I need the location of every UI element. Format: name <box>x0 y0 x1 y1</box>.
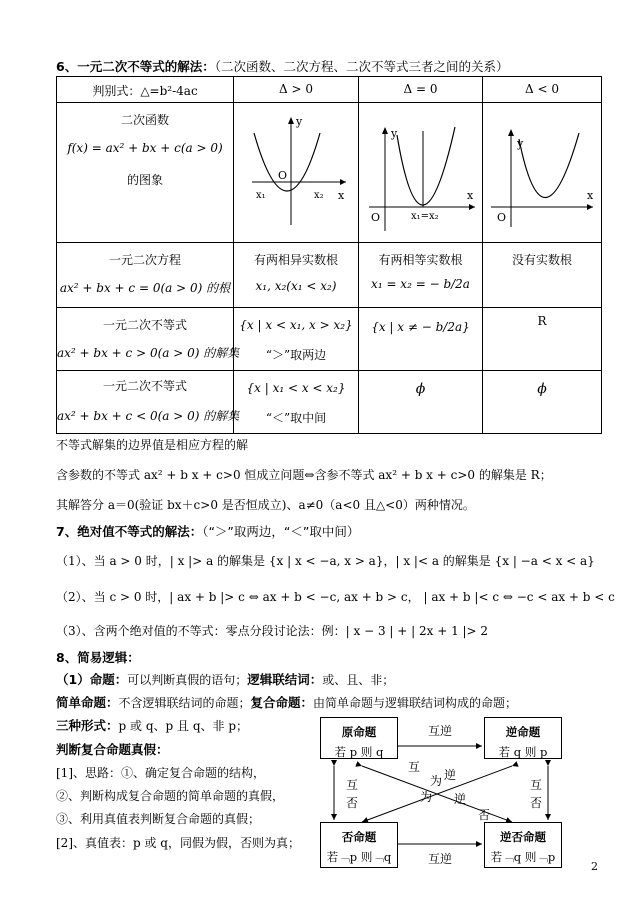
greater-negative-set: R <box>537 314 547 328</box>
function-label-3: 的图象 <box>126 173 163 187</box>
note-param-inequality: 含参数的不等式 ax² + b x + c>0 恒成立问题⇔含参不等式 ax² + b x + c>0 的解集是 R； <box>56 468 552 482</box>
section-6-title: 6、一元二次不等式的解法： <box>56 59 215 74</box>
graph2-x-label: x <box>467 189 474 202</box>
equation-positive-cell <box>234 243 359 308</box>
diagram-cross-label-1: 互 <box>408 760 421 774</box>
graph3-y-label: y <box>517 137 524 150</box>
three-forms-term: 三种形式： <box>56 718 119 733</box>
section-6-subtitle: （二次函数、二次方程、二次不等式三者之间的关系） <box>214 59 509 74</box>
diagram-cross-label-5: 逆 <box>454 792 467 806</box>
contrapositive-title: 逆否命题 <box>500 830 546 844</box>
equation-zero-text: 有两相等实数根 <box>378 253 463 267</box>
graph1-x2-label: x₂ <box>314 190 324 201</box>
diagram-cross-label-2: 为 <box>430 774 443 788</box>
less-zero-cell <box>359 371 483 434</box>
proposition-def: 可以判断真假的语句； <box>127 673 248 687</box>
equation-label-1: 一元二次方程 <box>108 253 181 267</box>
equation-zero-cell <box>359 243 483 308</box>
section-7-subtitle: （“＞”取两边，“＜”取中间） <box>202 524 360 539</box>
table-row-function <box>57 103 602 243</box>
table-row-equation <box>57 243 602 308</box>
header-negative: Δ < 0 <box>483 77 602 103</box>
graph1-origin-label: O <box>278 169 288 182</box>
header-zero: Δ = 0 <box>359 77 483 103</box>
diagram-cross-label-3: 逆 <box>444 768 457 782</box>
original-proposition-title: 原命题 <box>341 725 377 739</box>
function-label-cell <box>57 103 234 243</box>
truth-table-note: [2]、真值表：p 或 q，同假为假，否则为真； <box>56 836 300 850</box>
section-8-title: 8、简易逻辑： <box>56 650 140 665</box>
compound-prop-term: 复合命题： <box>250 695 314 710</box>
graph3-x-label: x <box>587 189 594 202</box>
less-negative-cell <box>483 371 602 434</box>
contrapositive-form: 若﹁q 则﹁p <box>490 850 556 864</box>
parabola-graph-one-root <box>359 103 482 239</box>
greater-positive-set: {x | x < x₁, x > x₂} <box>239 318 353 332</box>
logic-step-2: ②、判断构成复合命题的简单命题的真假， <box>56 789 285 803</box>
greater-label-1: 一元二次不等式 <box>102 318 187 332</box>
graph-cell-zero <box>359 103 483 243</box>
graph2-x12-label: x₁=x₂ <box>411 211 439 222</box>
graph-cell-positive <box>234 103 359 243</box>
graph1-y-label: y <box>296 115 303 128</box>
graph3-origin-label: O <box>497 211 507 224</box>
diagram-left-label-1: 互 <box>346 778 359 792</box>
less-positive-cell <box>234 371 359 434</box>
greater-positive-cell <box>234 308 359 371</box>
simple-prop-term: 简单命题： <box>56 695 119 710</box>
equation-positive-roots: x₁, x₂(x₁ < x₂) <box>255 279 337 293</box>
abs-rule-1: （1）、当 a > 0 时，| x |> a 的解集是 {x | x < −a, x > a}，| x |< a 的解集是 {x | −a < x < a} <box>56 554 595 568</box>
graph1-x1-label: x₁ <box>256 190 266 201</box>
greater-label-2: ax² + bx + c > 0(a > 0) 的解集 <box>57 346 240 360</box>
diagram-right-label-2: 否 <box>530 796 543 810</box>
greater-zero-cell <box>359 308 483 371</box>
connective-def: 或、且、非； <box>322 673 395 687</box>
logic-step-1: [1]、思路：①、确定复合命题的结构， <box>56 766 265 780</box>
inverse-proposition-form: 若﹁p 则﹁q <box>326 850 392 864</box>
parabola-graph-two-roots <box>234 103 358 239</box>
equation-positive-text: 有两相异实数根 <box>253 253 338 267</box>
less-label-cell <box>57 371 240 434</box>
header-positive: Δ > 0 <box>234 77 359 103</box>
logic-step-3: ③、利用真值表判断复合命题的真假； <box>56 812 261 826</box>
logic-line-2 <box>56 693 517 711</box>
compound-prop-def: 由简单命题与逻辑联结词构成的命题； <box>313 696 518 710</box>
converse-proposition-form: 若 q 则 p <box>498 745 548 759</box>
header-discriminant: 判别式：△=b²-4ac <box>57 77 234 103</box>
contrapositive-box <box>484 822 562 868</box>
abs-rule-3: （3）、含两个绝对值的不等式：零点分段讨论法：例：| x − 3 | + | 2x + 1 |> 2 <box>56 624 489 638</box>
less-positive-set: {x | x₁ < x < x₂} <box>246 381 346 395</box>
table-header-row <box>57 77 602 103</box>
greater-label-cell <box>57 308 240 371</box>
graph1-x-label: x <box>338 189 345 202</box>
greater-positive-note: “＞”取两边 <box>265 348 327 362</box>
less-zero-set: ϕ <box>415 381 426 397</box>
section-7-heading <box>56 522 359 540</box>
diagram-bottom-label: 互逆 <box>428 852 453 866</box>
greater-zero-set: {x | x ≠ − b/2a} <box>371 320 470 334</box>
graph-cell-negative <box>483 103 602 243</box>
three-forms-def: p 或 q、p 且 q、非 p； <box>118 719 248 733</box>
judge-compound-title: 判断复合命题真假： <box>56 742 169 757</box>
converse-proposition-title: 逆命题 <box>505 725 541 739</box>
logic-line-3 <box>56 716 248 734</box>
proposition-term: （1）命题： <box>56 672 128 687</box>
note-boundary: 不等式解集的边界值是相应方程的解 <box>56 438 249 452</box>
table-row-greater <box>57 308 602 371</box>
note-two-cases: 其解答分 a＝0(验证 bx＋c>0 是否恒成立)、a≠0（a<0 且△<0）两种情况。 <box>56 498 475 512</box>
greater-negative-cell <box>483 308 602 371</box>
inverse-proposition-box <box>320 822 398 868</box>
original-proposition-box <box>320 717 398 759</box>
parabola-graph-no-root <box>483 103 601 239</box>
connective-term: 逻辑联结词： <box>247 672 323 687</box>
section-6-heading <box>56 57 508 75</box>
abs-rule-2: （2）、当 c > 0 时，| ax + b |> c ⇔ ax + b < −c, ax + b > c， | ax + b |< c ⇔ −c < ax + b < c <box>56 590 615 604</box>
equation-label-cell <box>57 243 234 308</box>
function-label-1: 二次函数 <box>120 113 169 127</box>
equation-label-2: ax² + bx + c = 0(a > 0) 的根 <box>59 281 231 295</box>
less-negative-set: ϕ <box>537 381 547 397</box>
less-label-1: 一元二次不等式 <box>102 379 187 393</box>
section-7-title: 7、绝对值不等式的解法： <box>56 524 203 539</box>
less-label-2: ax² + bx + c < 0(a > 0) 的解集 <box>57 409 240 423</box>
equation-zero-root: x₁ = x₂ = − b/2a <box>371 277 470 291</box>
diagram-left-label-2: 否 <box>346 796 359 810</box>
equation-negative-cell <box>483 243 602 308</box>
diagram-right-label-1: 互 <box>530 778 543 792</box>
graph2-y-label: y <box>391 127 398 140</box>
function-label-2: f(x) = ax² + bx + c(a > 0) <box>67 141 223 155</box>
logic-line-1 <box>56 670 394 688</box>
graph2-origin-label: O <box>371 211 381 224</box>
inverse-proposition-title: 否命题 <box>341 830 377 844</box>
simple-prop-def: 不含逻辑联结词的命题； <box>118 696 251 710</box>
diagram-cross-label-6: 否 <box>478 808 491 822</box>
page-number: 2 <box>591 860 598 873</box>
original-proposition-form: 若 p 则 q <box>334 745 384 759</box>
less-positive-note: “＜”取中间 <box>265 411 327 425</box>
diagram-cross-label-4: 为 <box>420 790 433 804</box>
diagram-top-label: 互逆 <box>428 724 453 738</box>
table-row-less <box>57 371 602 434</box>
converse-proposition-box <box>484 717 562 759</box>
quadratic-table <box>56 76 602 434</box>
equation-negative-text: 没有实数根 <box>511 253 572 267</box>
